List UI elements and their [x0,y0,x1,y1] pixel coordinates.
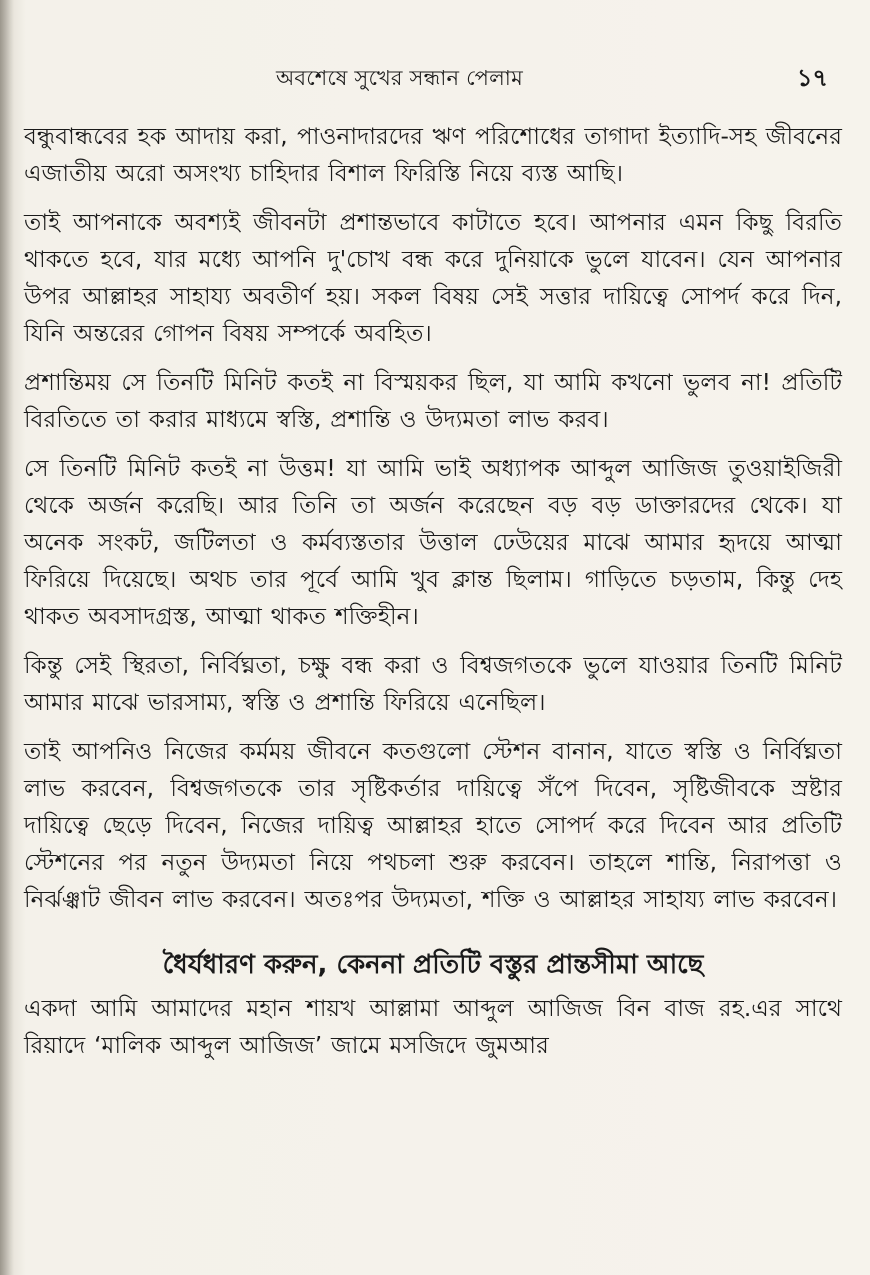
running-head-title: অবশেষে সুখের সন্ধান পেলাম [276,66,523,90]
paragraph-3: প্রশান্তিময় সে তিনটি মিনিট কতই না বিস্ময়কর ছিল, যা আমি কখনো ভুলব না! প্রতিটি বিরতিতে তা করার মাধ্যমে স্বস্তি, প্রশান্তি ও উদ্যমতা লাভ করব। [24,369,842,433]
section-heading: ধৈর্যধারণ করুন, কেননা প্রতিটি বস্তুর প্রান্তসীমা আছে [162,950,704,980]
paragraph-1: বন্ধুবান্ধবের হক আদায় করা, পাওনাদারদের ঋণ পরিশোধের তাগাদা ইত্যাদি-সহ জীবনের এজাতীয় অরো অসংখ্য চাহিদার বিশাল ফিরিস্তি নিয়ে ব্যস্ত আছি। [24,123,842,187]
body-text [24,118,842,1064]
paragraph-4: সে তিনটি মিনিট কতই না উত্তম! যা আমি ভাই অধ্যাপক আব্দুল আজিজ তুওয়াইজিরী থেকে অর্জন করেছি। আর তিনি তা অর্জন করেছেন বড় বড় ডাক্তারদের থেকে। যা অনেক সংকট, জটিলতা ও কর্মব্যস্ততার উত্তাল ঢেউয়ের মাঝে আমার হৃদয়ে আত্মা ফিরিয়ে দিয়েছে। অথচ তার পূর্বে আমি খুব ক্লান্ত ছিলাম। গাড়িতে চড়তাম, কিন্তু দেহ থাকত অবসাদগ্রস্ত, আত্মা থাকত শক্তিহীন। [24,455,842,630]
page-number: ১৭ [796,64,828,92]
paragraph-2: তাই আপনাকে অবশ্যই জীবনটা প্রশান্তভাবে কাটাতে হবে। আপনার এমন কিছু বিরতি থাকতে হবে, যার মধ্যে আপনি দু'চোখ বন্ধ করে দুনিয়াকে ভুলে যাবেন। যেন আপনার উপর আল্লাহর সাহায্য অবতীর্ণ হয়। সকল বিষয় সেই সত্তার দায়িত্বে সোপর্দ করে দিন, যিনি অন্তরের গোপন বিষয় সম্পর্কে অবহিত। [24,209,842,347]
paragraph-6: তাই আপনিও নিজের কর্মময় জীবনে কতগুলো স্টেশন বানান, যাতে স্বস্তি ও নির্বিঘ্নতা লাভ করবেন, বিশ্বজগতকে তার সৃষ্টিকর্তার দায়িত্বে সঁপে দিবেন, সৃষ্টিজীবকে স্রষ্টার দায়িত্বে ছেড়ে দিবেন, নিজের দায়িত্ব আল্লাহর হাতে সোপর্দ করে দিবেন আর প্রতিটি স্টেশনের পর নতুন উদ্যমতা নিয়ে পথচলা শুরু করবেন। তাহলে শান্তি, নিরাপত্তা ও নির্ঝঞ্ঝাট জীবন লাভ করবেন। অতঃপর উদ্যমতা, শক্তি ও আল্লাহর সাহায্য লাভ করবেন। [24,738,842,913]
section-opening-paragraph: একদা আমি আমাদের মহান শায়খ আল্লামা আব্দুল আজিজ বিন বাজ রহ.এর সাথে রিয়াদে ‘মালিক আব্দুল আজিজ’ জামে মসজিদে জুমআর [24,995,842,1059]
paragraph-5: কিন্তু সেই স্থিরতা, নির্বিঘ্নতা, চক্ষু বন্ধ করা ও বিশ্বজগতকে ভুলে যাওয়ার তিনটি মিনিট আমার মাঝে ভারসাম্য, স্বস্তি ও প্রশান্তি ফিরিয়ে এনেছিল। [24,652,842,716]
spine-shadow [0,0,14,1275]
